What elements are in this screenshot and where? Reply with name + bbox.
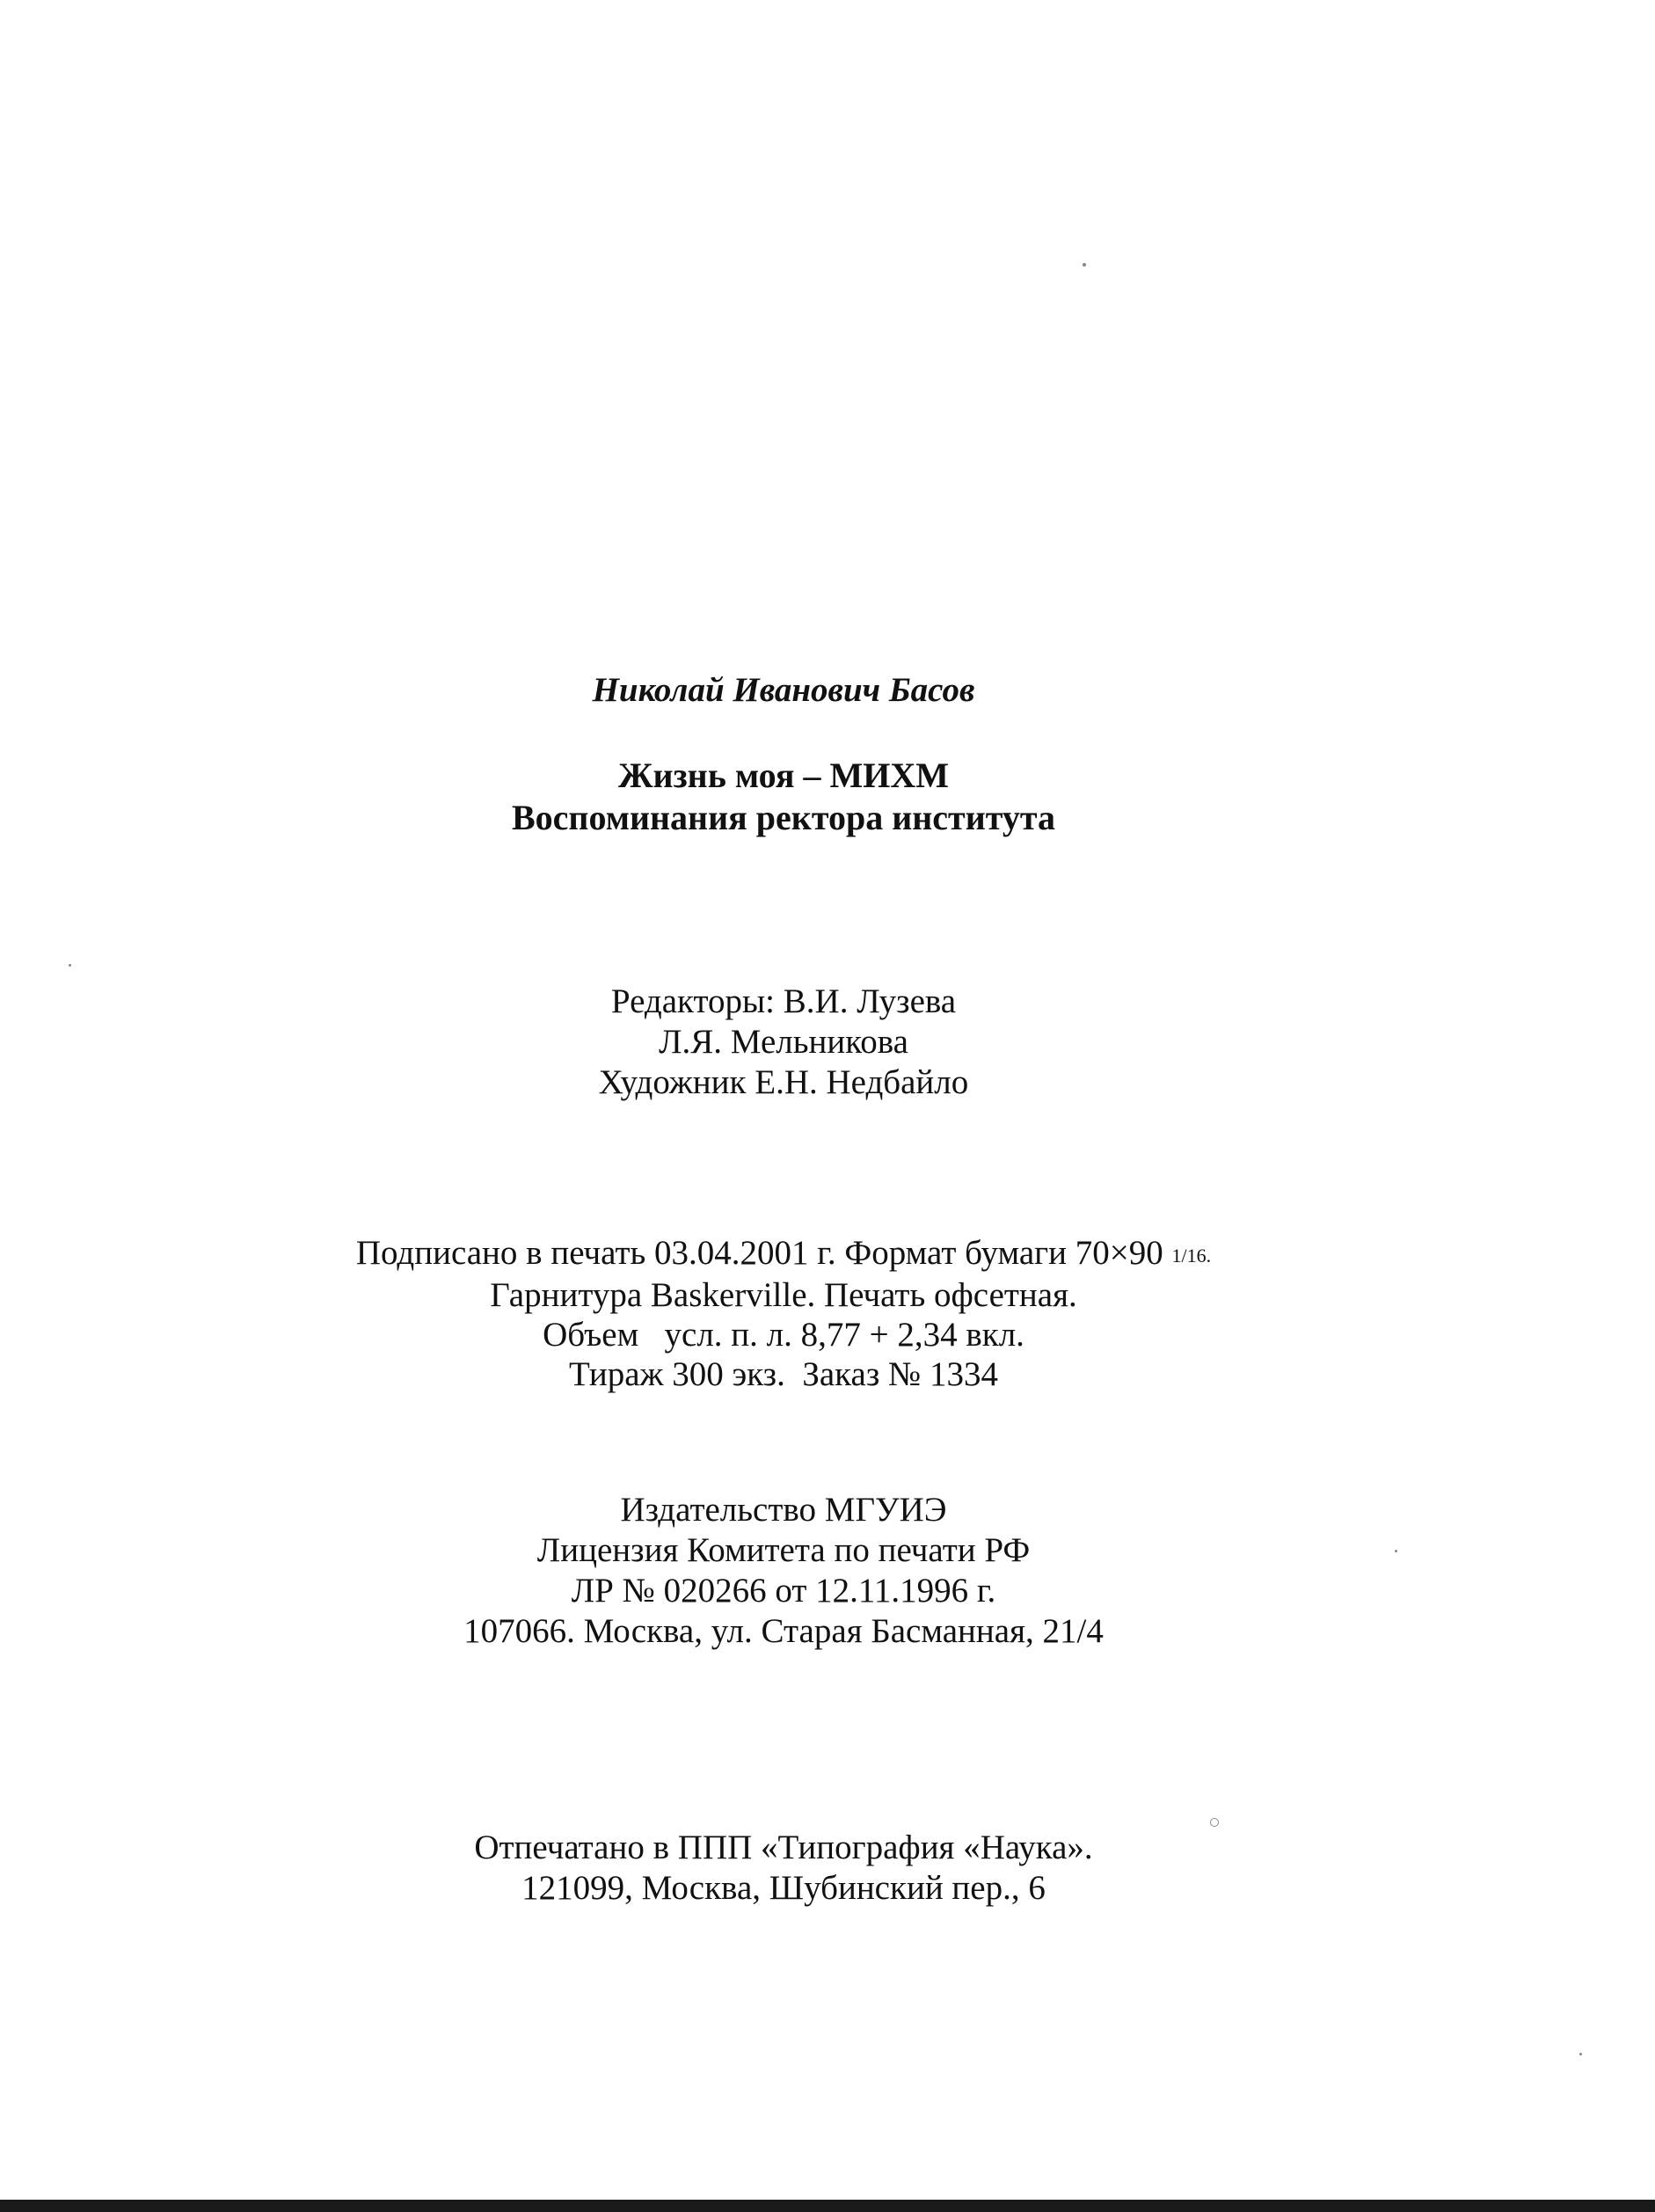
scan-edge-bar	[0, 2200, 1655, 2212]
license-line: Лицензия Комитета по печати РФ	[536, 1531, 1031, 1569]
printed-by-line: Отпечатано в ППП «Типография «Наука».	[474, 1829, 1093, 1866]
scan-speck	[1210, 1818, 1219, 1827]
scan-speck	[1395, 1550, 1397, 1552]
volume-line: Объем усл. п. л. 8,77 + 2,34 вкл.	[543, 1316, 1024, 1354]
printer-info	[0, 1828, 1567, 1909]
title-line: Жизнь моя – МИХМ	[618, 756, 949, 795]
book-title	[0, 755, 1567, 839]
author-name	[0, 670, 1567, 711]
scan-speck	[1579, 2053, 1582, 2055]
publisher-address: 107066. Москва, ул. Старая Басманная, 21/4	[463, 1612, 1104, 1650]
publisher-info	[0, 1490, 1567, 1652]
print-run-line: Тираж 300 экз. Заказ № 1334	[569, 1355, 998, 1393]
editors-credits	[0, 982, 1567, 1103]
editors-line-2: Л.Я. Мельникова	[659, 1023, 908, 1061]
scan-speck	[1083, 263, 1086, 266]
print-details	[0, 1233, 1567, 1394]
publisher-name: Издательство МГУИЭ	[620, 1491, 947, 1529]
signed-to-print-text: Подписано в печать 03.04.2001 г. Формат бумаги 70×90	[355, 1234, 1172, 1272]
editors-line-1: Редакторы: В.И. Лузева	[610, 982, 957, 1020]
signed-to-print-line	[0, 1233, 1567, 1275]
typeface-line: Гарнитура Baskerville. Печать офсетная.	[490, 1276, 1077, 1314]
scan-speck	[69, 964, 71, 967]
paper-format-fraction: 1/16.	[1171, 1245, 1212, 1267]
license-number: ЛР № 020266 от 12.11.1996 г.	[571, 1572, 996, 1610]
subtitle-line: Воспоминания ректора института	[511, 798, 1055, 837]
printer-address: 121099, Москва, Шубинский пер., 6	[521, 1869, 1046, 1907]
artist-line: Художник Е.Н. Недбайло	[598, 1063, 969, 1101]
author-line: Николай Иванович Басов	[592, 671, 975, 709]
